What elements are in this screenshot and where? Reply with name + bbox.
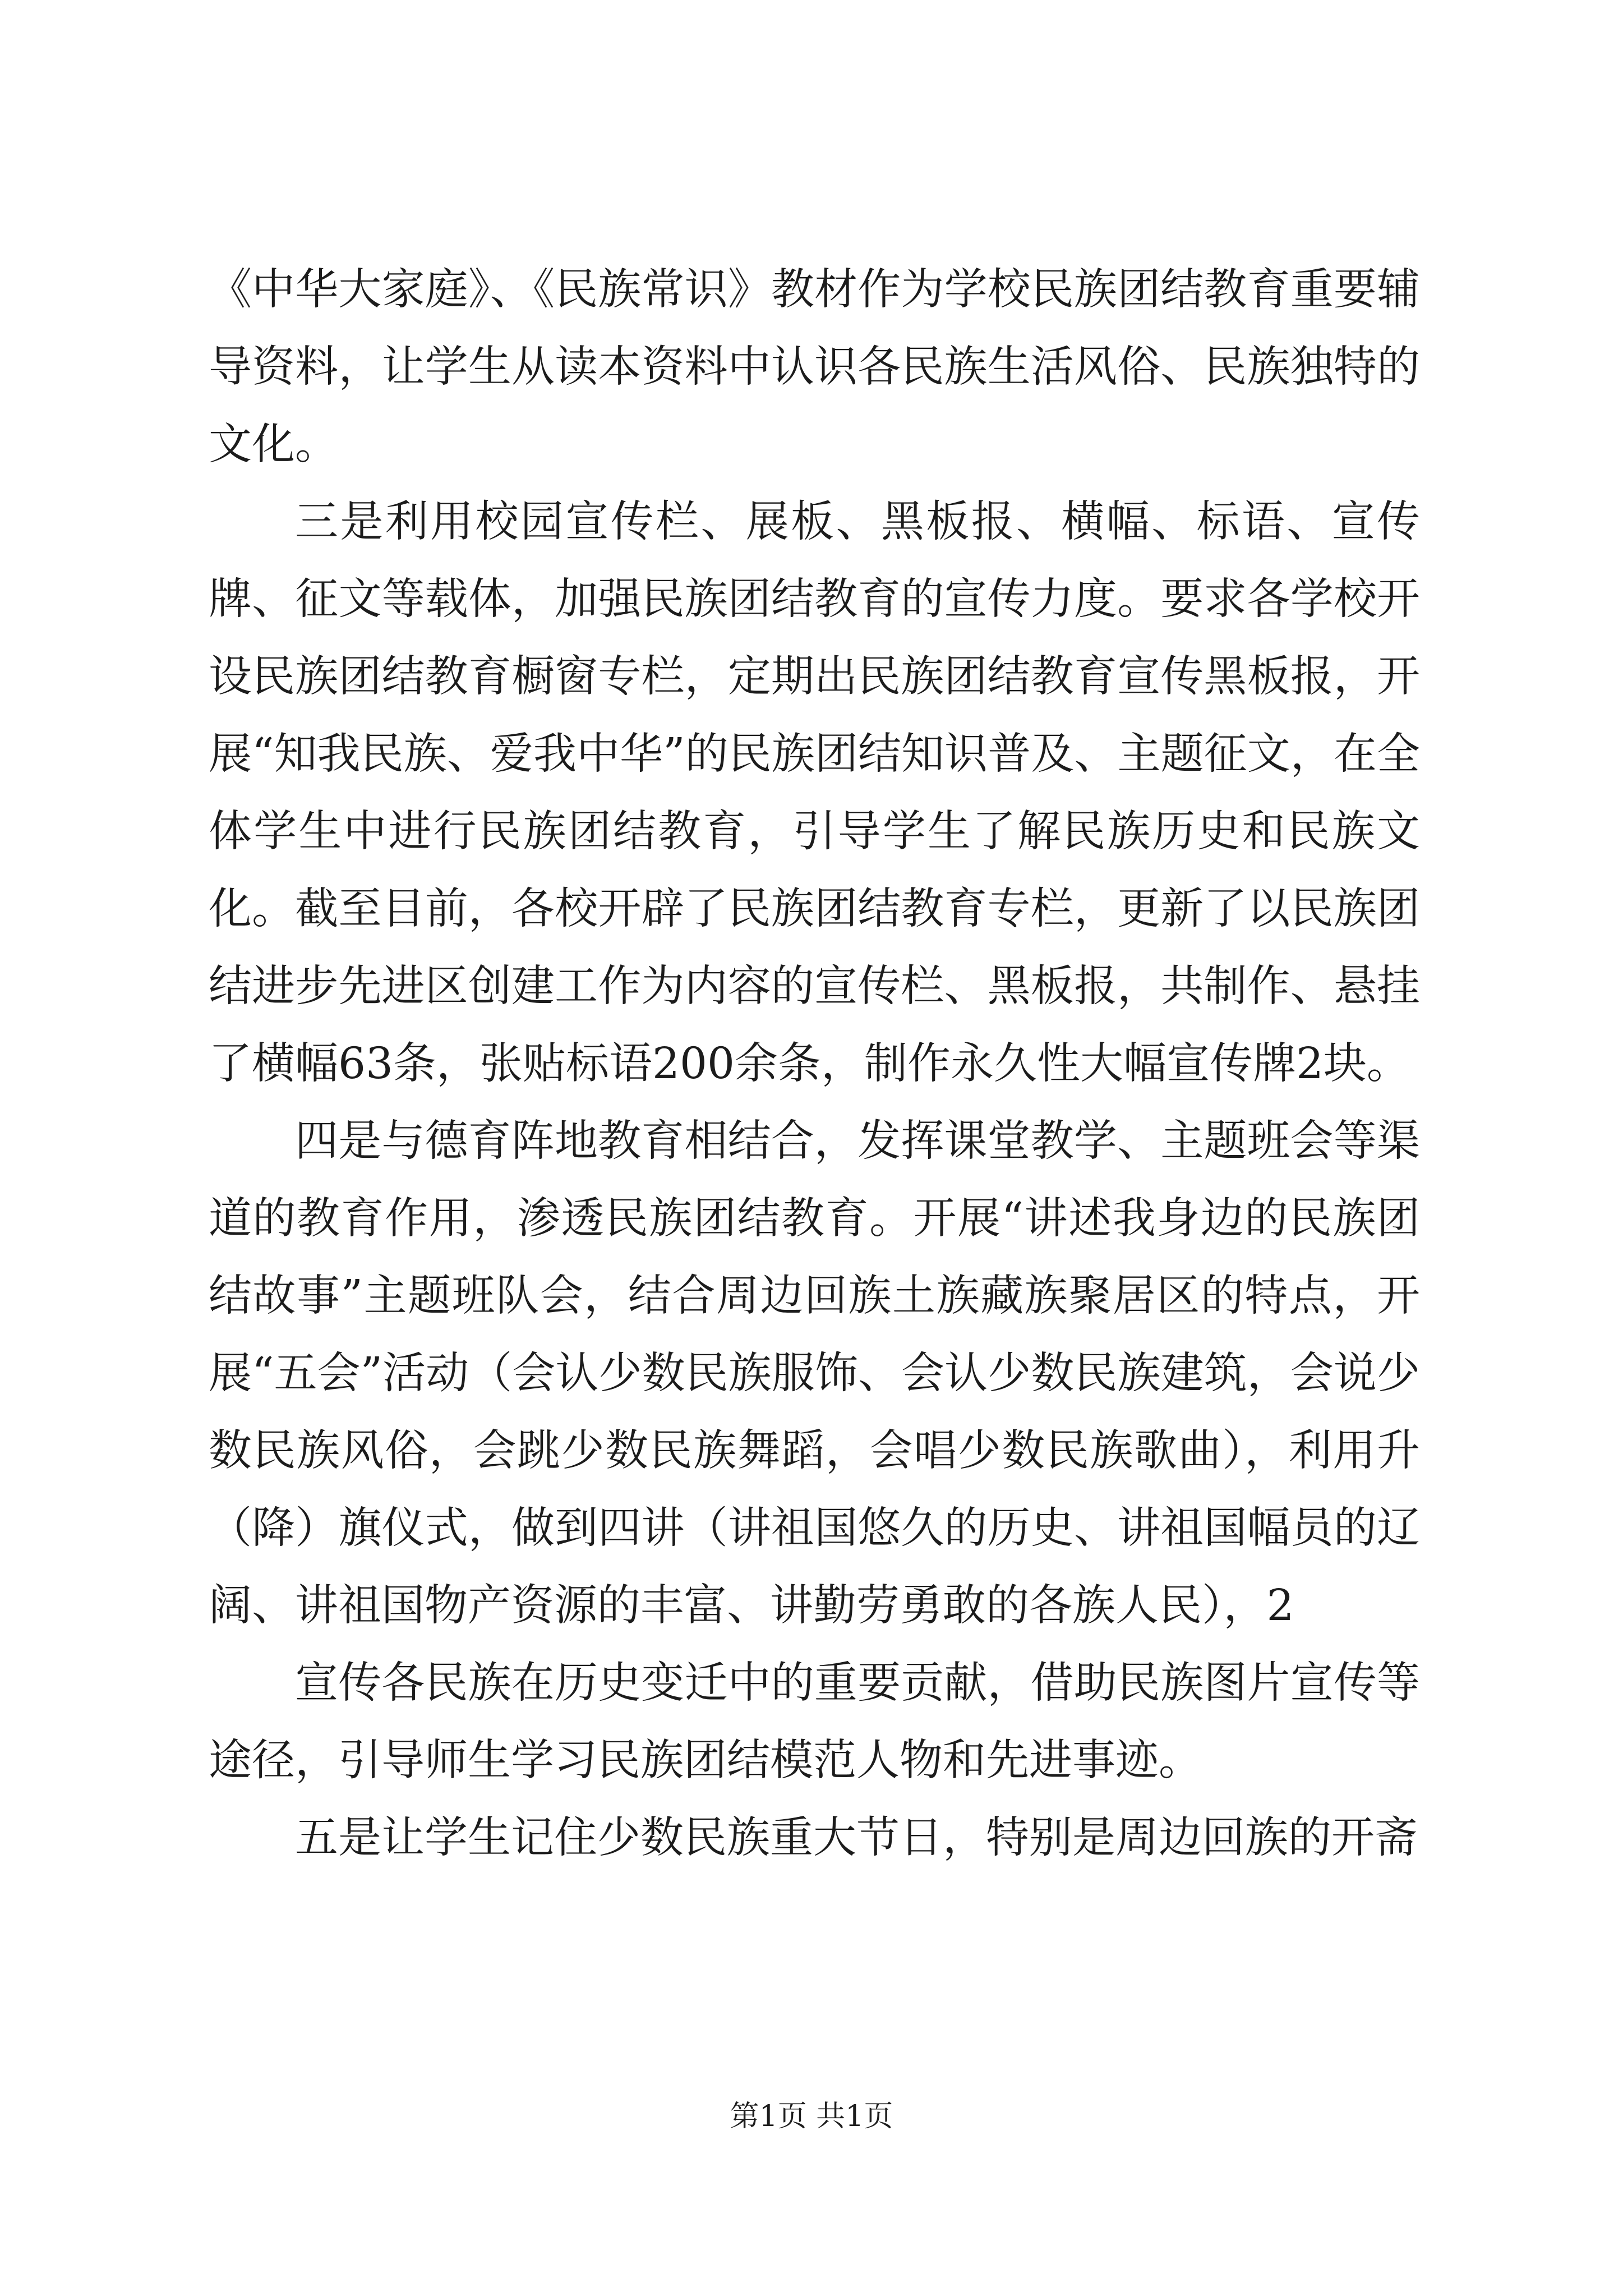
page-footer: 第1页 共1页 xyxy=(730,2100,893,2133)
paragraph-ethnic-festivals: 五是让学生记住少数民族重大节日，特别是周边回族的开斋 xyxy=(295,1813,1418,1863)
paragraph-moral-education: 四是与德育阵地教育相结合，发挥课堂教学、主题班会等渠道的教育作用，渗透民族团结教育。开展“讲述我身边的民族团结故事”主题班队会，结合周边回族土族藏族聚居区的特点，开展“五会”活动（会认少数民族服饰、会认少数民族建筑，会说少数民族风俗，会跳少数民族舞蹈，会唱少数民族歌曲），利用升（降）旗仪式，做到四讲（讲祖国悠久的历史、讲祖国幅员的辽阔、讲祖国物产资源的丰富、讲勤劳勇敢的各族人民），2 xyxy=(209,1116,1420,1631)
paragraph-campus-publicity: 三是利用校园宣传栏、展板、黑板报、横幅、标语、宣传牌、征文等载体，加强民族团结教育的宣传力度。要求各学校开设民族团结教育橱窗专栏，定期出民族团结教育宣传黑板报，开展“知我民族、爱我中华”的民族团结知识普及、主题征文，在全体学生中进行民族团结教育，引导学生了解民族历史和民族文化。截至目前，各校开辟了民族团结教育专栏，更新了以民族团结进步先进区创建工作为内容的宣传栏、黑板报，共制作、悬挂了横幅63条，张贴标语200余条，制作永久性大幅宣传牌2块。 xyxy=(209,497,1420,1089)
paragraph-historical-contributions: 宣传各民族在历史变迁中的重要贡献，借助民族图片宣传等途径，引导师生学习民族团结模范人物和先进事迹。 xyxy=(209,1658,1420,1786)
paragraph-textbook-materials: 《中华大家庭》、《民族常识》教材作为学校民族团结教育重要辅导资料，让学生从读本资料中认识各民族生活风俗、民族独特的文化。 xyxy=(209,265,1420,470)
document-body xyxy=(209,251,1420,1877)
